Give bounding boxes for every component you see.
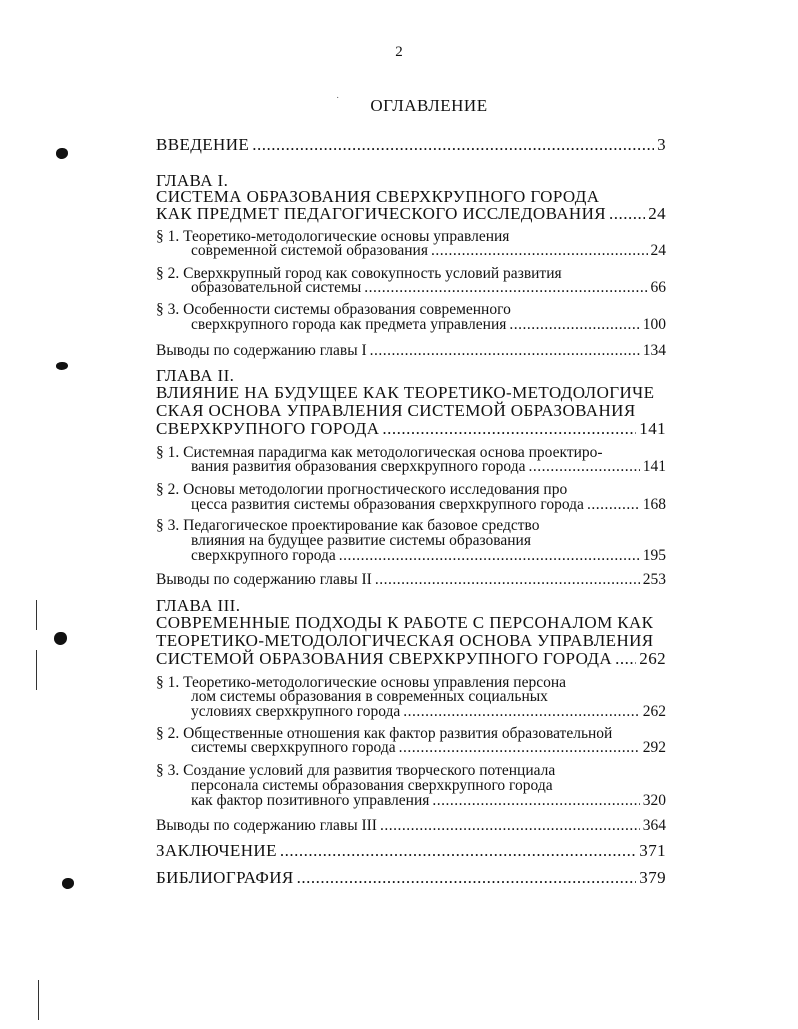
chapter-2-title: СКАЯ ОСНОВА УПРАВЛЕНИЯ СИСТЕМОЙ ОБРАЗОВАНИЯ [156, 401, 636, 420]
section-1-3-line: § 3. Особенности системы образования современного [156, 301, 511, 318]
entry-title: системы сверхкрупного города [191, 739, 396, 756]
toc-entry-chapter-1[interactable] [156, 206, 666, 222]
entry-page: 3 [657, 135, 666, 154]
entry-page: 141 [642, 458, 666, 475]
entry-page: 134 [642, 342, 666, 359]
entry-title: вания развития образования сверхкрупного города [191, 458, 526, 475]
section-3-3-line: персонала системы образования сверхкрупного города [191, 777, 553, 794]
section-3-3-line: § 3. Создание условий для развития творческого потенциала [156, 762, 556, 779]
entry-title: БИБЛИОГРАФИЯ [156, 868, 294, 887]
entry-title: сверхкрупного города как предмета управления [191, 316, 507, 333]
entry-title: ВВЕДЕНИЕ [156, 135, 250, 154]
entry-title: Выводы по содержанию главы I [156, 342, 367, 359]
toc-entry-chapter-3[interactable] [156, 651, 666, 667]
toc-entry-section-2-2[interactable] [191, 497, 666, 513]
entry-page: 364 [642, 817, 666, 834]
section-3-1-line: § 1. Теоретико-методологические основы управления персона [156, 674, 567, 691]
entry-page: 24 [650, 242, 666, 259]
toc-entry-bibliography[interactable] [156, 870, 666, 886]
chapter-3-title: ТЕОРЕТИКО-МЕТОДОЛОГИЧЕСКАЯ ОСНОВА УПРАВЛЕНИЯ [156, 631, 654, 650]
toc-entry-section-1-3[interactable] [191, 317, 666, 333]
toc-entry-chapter-3-conclusions[interactable] [156, 818, 666, 834]
toc-entry-section-2-1[interactable] [191, 459, 666, 475]
hole-punch-mark [56, 362, 68, 370]
toc-entry-section-3-2[interactable] [191, 740, 666, 756]
entry-page: 371 [639, 841, 666, 860]
toc-entry-chapter-2-conclusions[interactable] [156, 572, 666, 588]
section-2-3-line: § 3. Педагогическое проектирование как базовое средство [156, 517, 540, 534]
margin-line [36, 650, 37, 690]
margin-line [38, 980, 39, 1020]
toc-entry-chapter-2[interactable] [156, 421, 666, 437]
entry-page: 195 [642, 547, 666, 564]
entry-title: цесса развития системы образования сверхкрупного города [191, 496, 584, 513]
page-number: 2 [395, 44, 403, 60]
entry-title: как фактор позитивного управления [191, 792, 430, 809]
entry-title: условиях сверхкрупного города [191, 703, 401, 720]
section-2-2-line: § 2. Основы методологии прогностического исследования про [156, 481, 568, 498]
section-2-3-line: влияния на будущее развитие системы образования [191, 532, 531, 549]
toc-entry-chapter-1-conclusions[interactable] [156, 343, 666, 359]
entry-page: 292 [642, 739, 666, 756]
entry-title: ЗАКЛЮЧЕНИЕ [156, 841, 277, 860]
section-3-2-line: § 2. Общественные отношения как фактор развития образовательной [156, 725, 613, 742]
entry-title: сверхкрупного города [191, 547, 336, 564]
section-3-1-line: лом системы образования в современных социальных [191, 688, 548, 705]
toc-entry-conclusion[interactable] [156, 843, 666, 859]
entry-title: КАК ПРЕДМЕТ ПЕДАГОГИЧЕСКОГО ИССЛЕДОВАНИЯ [156, 204, 607, 223]
entry-page: 141 [639, 419, 666, 438]
entry-page: 168 [642, 496, 666, 513]
chapter-3-title: СОВРЕМЕННЫЕ ПОДХОДЫ К РАБОТЕ С ПЕРСОНАЛОМ КАК [156, 613, 654, 632]
section-2-1-line: § 1. Системная парадигма как методологическая основа проектиро- [156, 444, 603, 461]
toc-entry-section-3-3[interactable] [191, 793, 666, 809]
entry-page: 253 [642, 571, 666, 588]
toc-entry-section-1-1[interactable] [191, 243, 666, 259]
toc-entry-section-2-3[interactable] [191, 548, 666, 564]
entry-page: 262 [639, 649, 666, 668]
hole-punch-mark [62, 878, 74, 889]
entry-page: 24 [648, 204, 666, 223]
toc-entry-introduction[interactable] [156, 137, 666, 153]
entry-title: СИСТЕМОЙ ОБРАЗОВАНИЯ СВЕРХКРУПНОГО ГОРОДА [156, 649, 613, 668]
hole-punch-mark [56, 148, 68, 159]
entry-title: СВЕРХКРУПНОГО ГОРОДА [156, 419, 380, 438]
chapter-3-label: ГЛАВА III. [156, 596, 241, 615]
entry-page: 66 [650, 279, 666, 296]
section-1-1-line: § 1. Теоретико-методологические основы управления [156, 228, 510, 245]
stray-mark: ˙ [336, 96, 340, 107]
entry-page: 100 [642, 316, 666, 333]
entry-page: 262 [642, 703, 666, 720]
hole-punch-mark [54, 632, 67, 645]
chapter-2-label: ГЛАВА II. [156, 366, 235, 385]
toc-title: ОГЛАВЛЕНИЕ [370, 96, 488, 115]
section-1-2-line: § 2. Сверхкрупный город как совокупность условий развития [156, 265, 562, 282]
toc-entry-section-1-2[interactable] [191, 280, 666, 296]
toc-entry-section-3-1[interactable] [191, 704, 666, 720]
chapter-1-label: ГЛАВА I. [156, 171, 229, 190]
entry-page: 379 [639, 868, 666, 887]
entry-title: Выводы по содержанию главы II [156, 571, 372, 588]
chapter-2-title: ВЛИЯНИЕ НА БУДУЩЕЕ КАК ТЕОРЕТИКО-МЕТОДОЛОГИЧЕ [156, 383, 655, 402]
margin-line [36, 600, 37, 630]
entry-title: Выводы по содержанию главы III [156, 817, 377, 834]
chapter-1-title: СИСТЕМА ОБРАЗОВАНИЯ СВЕРХКРУПНОГО ГОРОДА [156, 187, 600, 206]
entry-title: образовательной системы [191, 279, 362, 296]
entry-title: современной системой образования [191, 242, 428, 259]
entry-page: 320 [642, 792, 666, 809]
